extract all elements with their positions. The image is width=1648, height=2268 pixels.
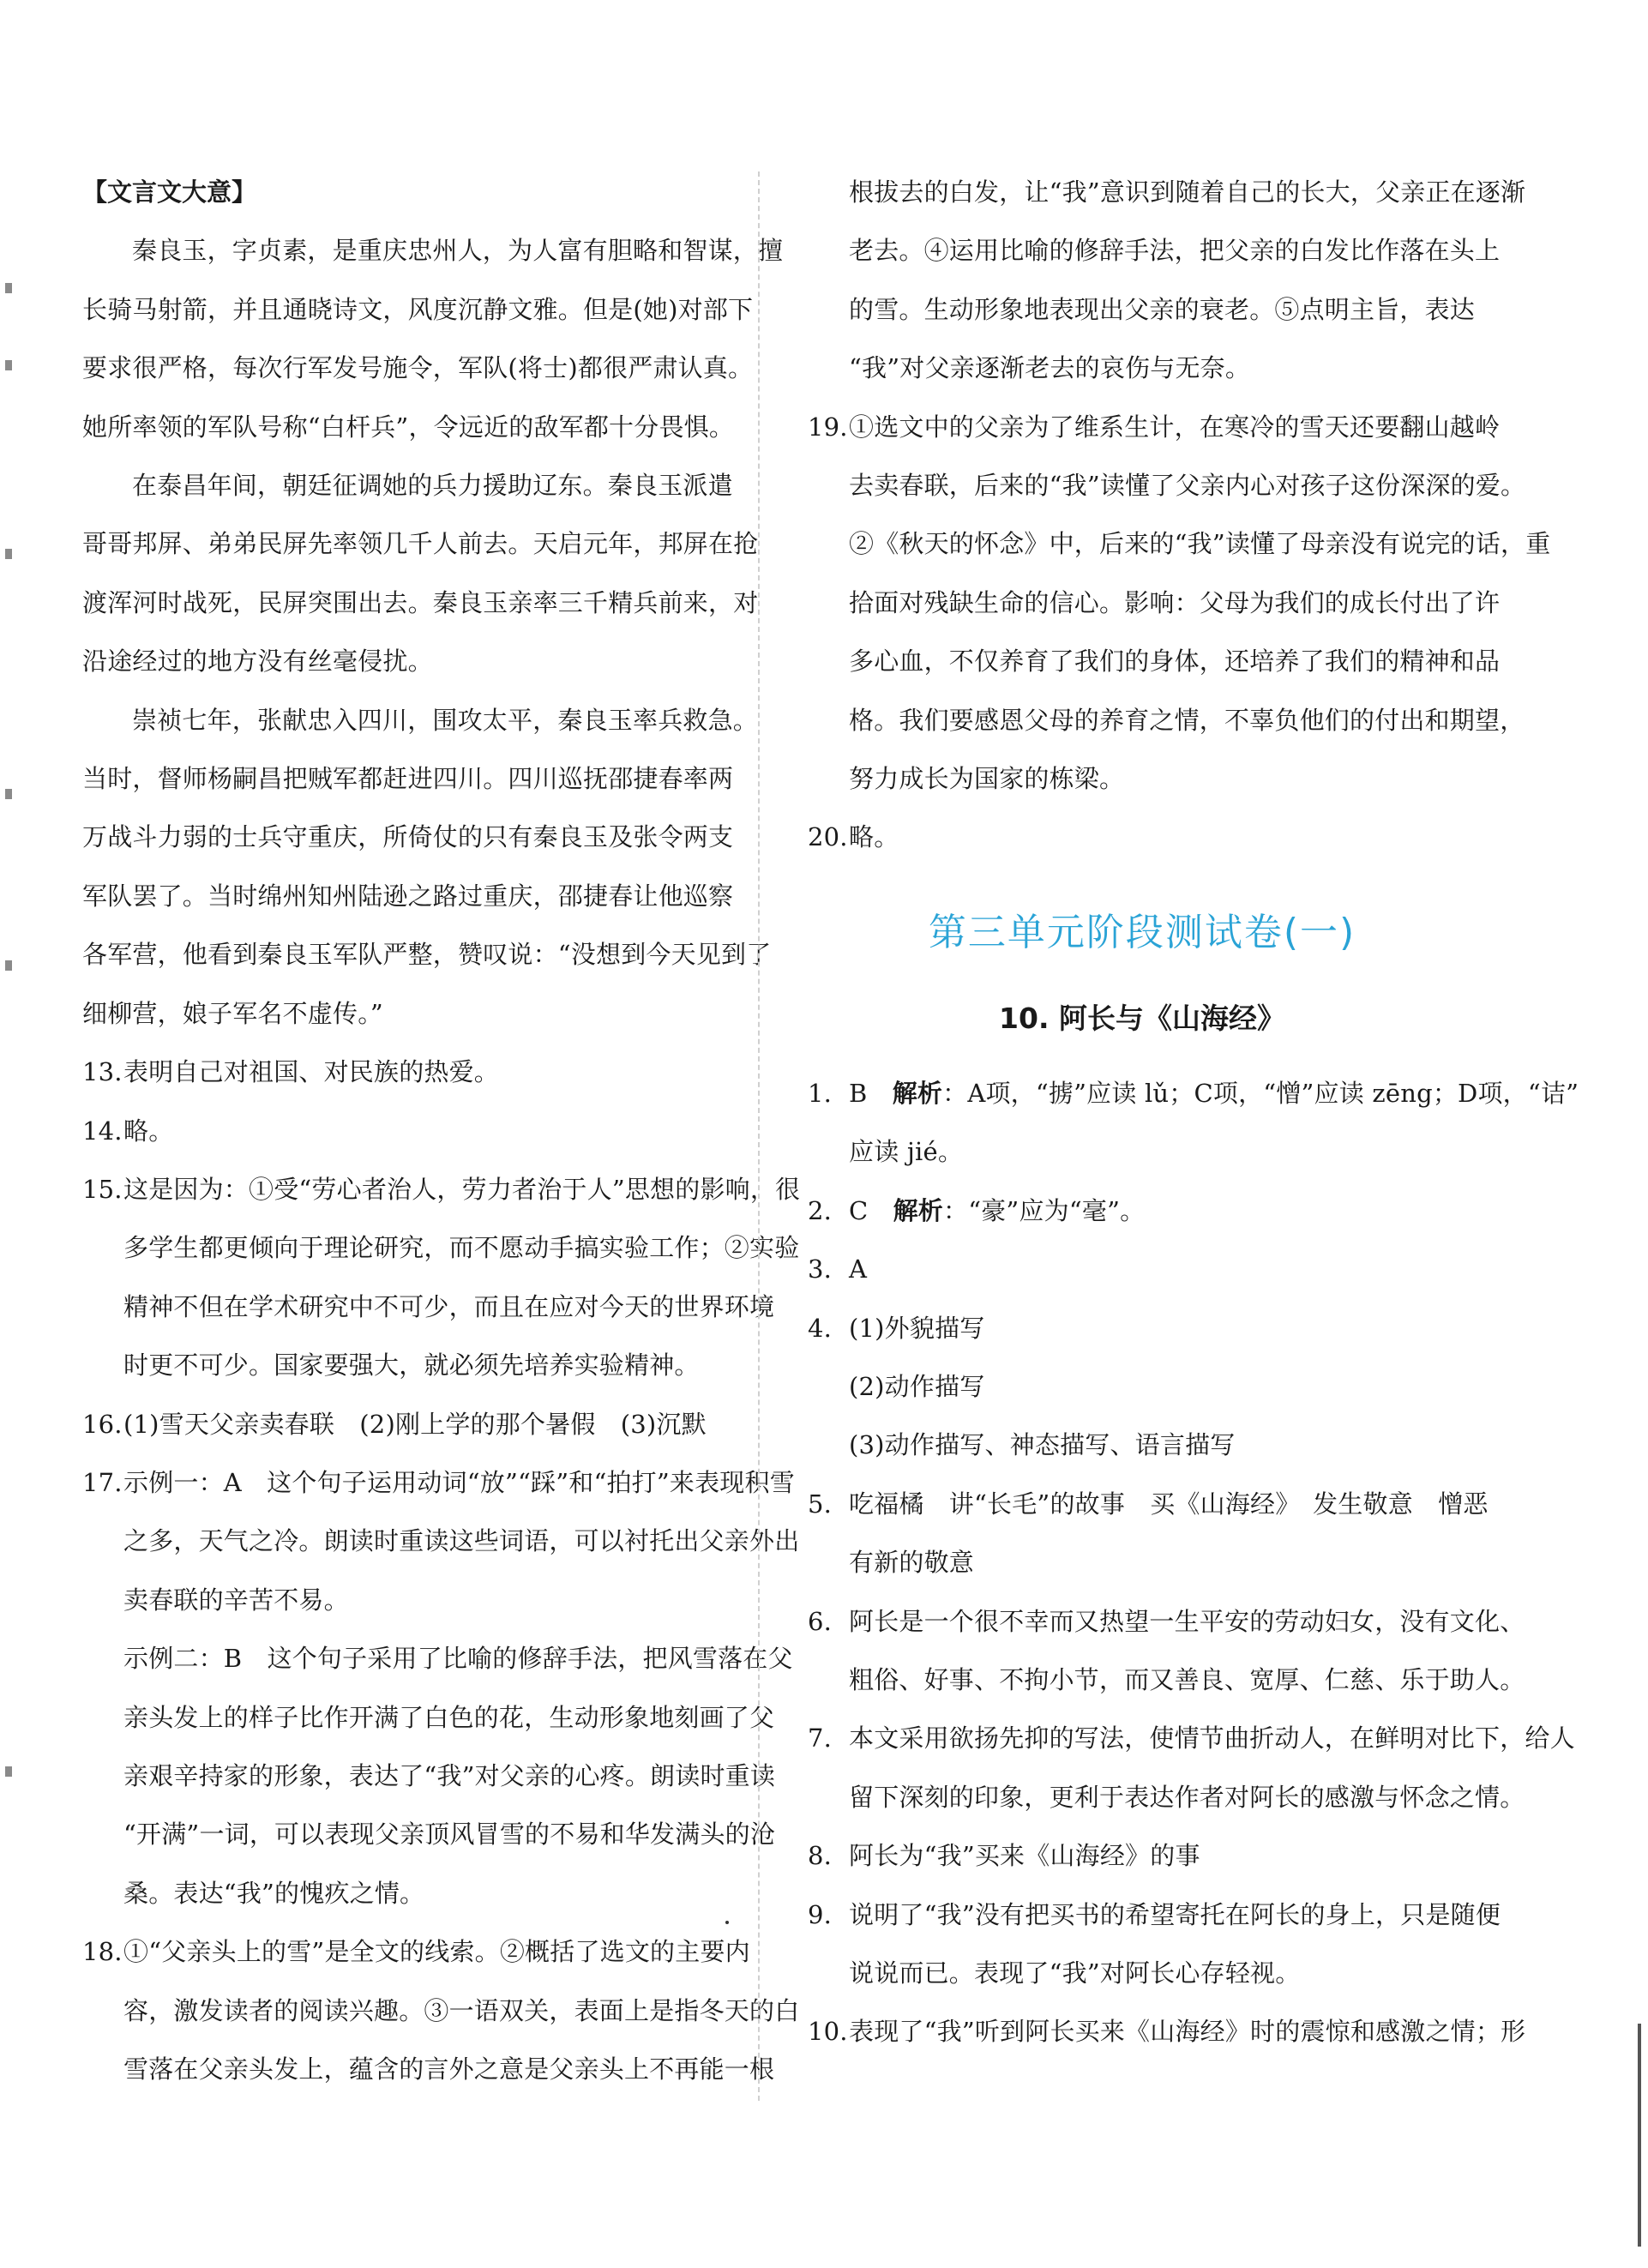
item-number: 3. [808, 1254, 833, 1284]
answer-item-cont [808, 1768, 1525, 1826]
answer-item-cont [82, 1982, 800, 2040]
answers-19-20 [808, 398, 1551, 867]
scan-edge-shadow [1638, 2024, 1641, 2247]
item-text: 容，激发读者的阅读兴趣。③一语双关，表面上是指冬天的白 [123, 1995, 800, 2025]
answer-item [808, 1240, 1477, 1298]
answer-item-cont [808, 1944, 1477, 2002]
item-text: 之多，天气之冷。朗读时重读这些词语，可以衬托出父亲外出 [123, 1526, 800, 1556]
answer-item [82, 1395, 743, 1453]
paragraph-line: 在泰昌年间，朝廷征调她的兵力援助辽东。秦良玉派遣 [132, 471, 733, 501]
answer-item-cont [82, 1278, 775, 1336]
answer-item-cont [808, 632, 1501, 690]
item-text: 这是因为：①受“劳心者治人，劳力者治于人”思想的影响，很 [123, 1174, 801, 1204]
item-text: ：“豪”应为“毫”。 [943, 1195, 1146, 1225]
answer-item-cont [82, 1688, 775, 1747]
answer-item [808, 398, 1501, 456]
left-column [82, 163, 801, 2098]
answer-item-cont [808, 514, 1551, 573]
item-text: (2)动作描写 [849, 1371, 985, 1401]
item-number: 14. [82, 1116, 123, 1146]
answer-item-cont [82, 2040, 775, 2098]
item-text: 拾面对残缺生命的信心。影响：父母为我们的成长付出了许 [849, 587, 1501, 617]
analysis-tag: 解析 [893, 1195, 943, 1225]
answer-item-cont [82, 1805, 776, 1863]
item-text: ：A项，“掳”应读 lǔ；C项，“憎”应读 zēng；D项，“诘” [942, 1078, 1579, 1108]
answer-item-cont: “我”对父亲逐渐老去的哀伤与无奈。 [849, 353, 1251, 383]
item-text: 本文采用欲扬先抑的写法，使情节曲折动人，在鲜明对比下，给人 [849, 1724, 1575, 1754]
section-heading: 【文言文大意】 [82, 177, 257, 207]
answer-item-cont [82, 1571, 743, 1629]
item-text: (3)动作描写、神态描写、语言描写 [849, 1430, 1236, 1460]
left-body [82, 221, 801, 2098]
item-text: 多学生都更倾向于理论研究，而不愿动手搞实验工作；②实验 [123, 1233, 800, 1263]
item-text: 粗俗、好事、不拘小节，而又善良、宽厚、仁慈、乐于助人。 [849, 1664, 1525, 1694]
paragraph-line: 秦良玉，字贞素，是重庆忠州人，为人富有胆略和智谋，擅 [132, 236, 784, 266]
answer-item-cont [808, 456, 1526, 514]
item-text: “开满”一词，可以表现父亲顶风冒雪的不易和华发满头的沧 [123, 1820, 776, 1850]
item-text: 精神不但在学术研究中不可少，而且在应对今天的世界环境 [123, 1291, 775, 1321]
item-number: 4. [808, 1313, 833, 1343]
item-text: 吃福橘 讲“长毛”的故事 买《山海经》 发生敬意 憎恶 [849, 1489, 1489, 1519]
answer-item-cont [808, 749, 1477, 808]
answer-item-cont: 的雪。生动形象地表现出父亲的衰老。⑤点明主旨，表达 [849, 294, 1476, 324]
answer-item-cont [82, 1629, 793, 1687]
item-text: 桑。表达“我”的愧疚之情。 [123, 1878, 425, 1908]
scan-edge-mark [5, 549, 12, 559]
item-number: 17. [82, 1467, 123, 1497]
answer-item-cont [808, 1533, 1477, 1591]
item-text: (1)外貌描写 [849, 1313, 985, 1343]
item-text: 略。 [123, 1116, 174, 1146]
right-column [808, 163, 1579, 2061]
item-number: 16. [82, 1409, 123, 1439]
answers-3-10 [808, 1240, 1575, 2061]
scan-edge-mark [5, 1766, 12, 1777]
answer-item-cont [82, 1512, 800, 1570]
item-text: 去卖春联，后来的“我”读懂了父亲内心对孩子这份深深的爱。 [849, 471, 1526, 501]
item-text: 示例一：A 这个句子运用动词“放”“踩”和“拍打”来表现积雪 [123, 1467, 795, 1497]
lesson-title: 10. 阿长与《山海经》 [999, 1001, 1285, 1035]
item-text: 努力成长为国家的栋梁。 [849, 764, 1125, 794]
unit-title: 第三单元阶段测试卷(一) [928, 910, 1356, 954]
item-text: 说说而已。表现了“我”对阿长心存轻视。 [849, 1958, 1301, 1988]
paragraph-line: 渡浑河时战死，民屏突围出去。秦良玉亲率三千精兵前来，对 [82, 587, 759, 617]
paragraph-line: 万战斗力弱的士兵守重庆，所倚仗的只有秦良玉及张令两支 [82, 822, 734, 852]
answer-item-1-cont: 应读 jié。 [849, 1137, 964, 1167]
paragraph-line: 沿途经过的地方没有丝毫侵扰。 [82, 647, 433, 677]
paragraph-line: 各军营，他看到秦良玉军队严整，赞叹说：“没想到今天见到了 [82, 940, 772, 970]
item-text: ①“父亲头上的雪”是全文的线索。②概括了选文的主要内 [123, 1937, 750, 1967]
answer-item [808, 1592, 1525, 1651]
item-text: 时更不可少。国家要强大，就必须先培养实验精神。 [123, 1351, 700, 1381]
continued-answer-18 [808, 163, 1526, 398]
scan-edge-mark [5, 960, 12, 971]
item-text: A [849, 1254, 868, 1284]
item-text: 留下深刻的印象，更利于表达作者对阿长的感激与怀念之情。 [849, 1782, 1525, 1812]
answer-item-cont [808, 1416, 1477, 1474]
item-number: 2. [808, 1195, 833, 1225]
translation-paragraph [82, 691, 772, 1043]
item-text: 亲艰辛持家的形象，表达了“我”对父亲的心疼。朗读时重读 [123, 1760, 776, 1790]
item-number: 7. [808, 1724, 833, 1754]
answer-item-cont [82, 1864, 743, 1922]
item-text: ②《秋天的怀念》中，后来的“我”读懂了母亲没有说完的话，重 [849, 529, 1551, 559]
answer-item [808, 2002, 1526, 2060]
item-number: 18. [82, 1937, 123, 1967]
answer-item-cont: 根拔去的白发，让“我”意识到随着自己的长大，父亲正在逐渐 [849, 177, 1526, 207]
item-text: 阿长是一个很不幸而又热望一生平安的劳动妇女，没有文化、 [849, 1606, 1525, 1636]
paragraph-line: 要求很严格，每次行军发号施令，军队(将士)都很严肃认真。 [82, 353, 754, 383]
item-number: 9. [808, 1899, 833, 1929]
scan-edge-mark [5, 283, 12, 293]
item-text: (1)雪天父亲卖春联 (2)刚上学的那个暑假 (3)沉默 [123, 1409, 707, 1439]
answer-item [808, 1886, 1501, 1944]
item-number: 19. [808, 412, 848, 442]
item-number: 6. [808, 1606, 833, 1636]
answer-item-cont [82, 1747, 776, 1805]
answer-item-2 [808, 1182, 1477, 1240]
item-text: 表现了“我”听到阿长买来《山海经》时的震惊和感激之情；形 [849, 2017, 1526, 2047]
scan-edge-mark [5, 360, 12, 370]
item-text: 有新的敬意 [849, 1548, 975, 1578]
answer-item-cont: 老去。④运用比喻的修辞手法，把父亲的白发比作落在头上 [849, 236, 1501, 266]
analysis-tag: 解析 [892, 1078, 943, 1108]
item-text: 说明了“我”没有把买书的希望寄托在阿长的身上，只是随便 [849, 1899, 1501, 1929]
item-text: 阿长为“我”买来《山海经》的事 [849, 1841, 1200, 1871]
paragraph-line: 长骑马射箭，并且通晓诗文，风度沉静文雅。但是(她)对部下 [82, 294, 754, 324]
answer-item-cont [808, 1651, 1525, 1709]
item-number: 13. [82, 1057, 123, 1087]
paragraph-line: 她所率领的军队号称“白杆兵”，令远近的敌军都十分畏惧。 [82, 412, 735, 442]
paragraph-line: 哥哥邦屏、弟弟民屏先率领几千人前去。天启元年，邦屏在抢 [82, 529, 759, 559]
answer-item-cont [808, 574, 1501, 632]
item-text: 格。我们要感恩父母的养育之情，不辜负他们的付出和期望， [849, 705, 1525, 735]
item-text: 雪落在父亲头发上，蕴含的言外之意是父亲头上不再能一根 [123, 2054, 775, 2084]
item-text: 多心血，不仅养育了我们的身体，还培养了我们的精神和品 [849, 647, 1501, 677]
answer-item-cont [82, 1336, 743, 1394]
paragraph-line: 当时，督师杨嗣昌把贼军都赶进四川。四川巡抚邵捷春率两 [82, 764, 734, 794]
item-text: 卖春联的辛苦不易。 [123, 1585, 349, 1615]
answer-item-cont [808, 1357, 1477, 1416]
item-text: 示例二：B 这个句子采用了比喻的修辞手法，把风雪落在父 [123, 1644, 793, 1674]
item-text: ①选文中的父亲为了维系生计，在寒冷的雪天还要翻山越岭 [849, 412, 1501, 442]
paragraph-line: 细柳营，娘子军名不虚传。” [82, 998, 383, 1028]
answer-item [82, 1102, 743, 1160]
scan-edge-mark [5, 789, 12, 799]
item-text: 表明自己对祖国、对民族的热爱。 [123, 1057, 500, 1087]
item-number: 5. [808, 1489, 833, 1519]
answer-item-cont [808, 691, 1525, 749]
item-number: 8. [808, 1841, 833, 1871]
scan-dot [725, 1921, 729, 1924]
item-number: 15. [82, 1174, 123, 1204]
translation-paragraph [82, 456, 759, 691]
answer-item-1 [808, 1064, 1579, 1122]
item-answer: B [849, 1078, 868, 1108]
answer-item [82, 1043, 743, 1101]
item-number: 1. [808, 1078, 833, 1108]
item-text: 亲头发上的样子比作开满了白色的花，生动形象地刻画了父 [123, 1702, 775, 1732]
answer-item [808, 1709, 1575, 1767]
paragraph-line: 军队罢了。当时绵州知州陆逊之路过重庆，邵捷春让他巡察 [82, 881, 734, 911]
answer-item [82, 1160, 801, 1218]
column-divider [758, 171, 760, 2101]
answer-item [808, 1826, 1477, 1885]
item-answer: C [849, 1195, 869, 1225]
answer-item [808, 1475, 1489, 1533]
paragraph-line: 崇祯七年，张献忠入四川，围攻太平，秦良玉率兵救急。 [132, 705, 759, 735]
answer-item [82, 1453, 795, 1512]
item-number: 20. [808, 822, 848, 852]
answer-item [808, 1299, 1477, 1357]
answer-item-cont [82, 1218, 800, 1277]
translation-paragraph [82, 221, 784, 456]
answer-item [82, 1922, 750, 1981]
answer-item [808, 808, 1477, 866]
item-text: 略。 [849, 822, 899, 852]
item-number: 10. [808, 2017, 848, 2047]
